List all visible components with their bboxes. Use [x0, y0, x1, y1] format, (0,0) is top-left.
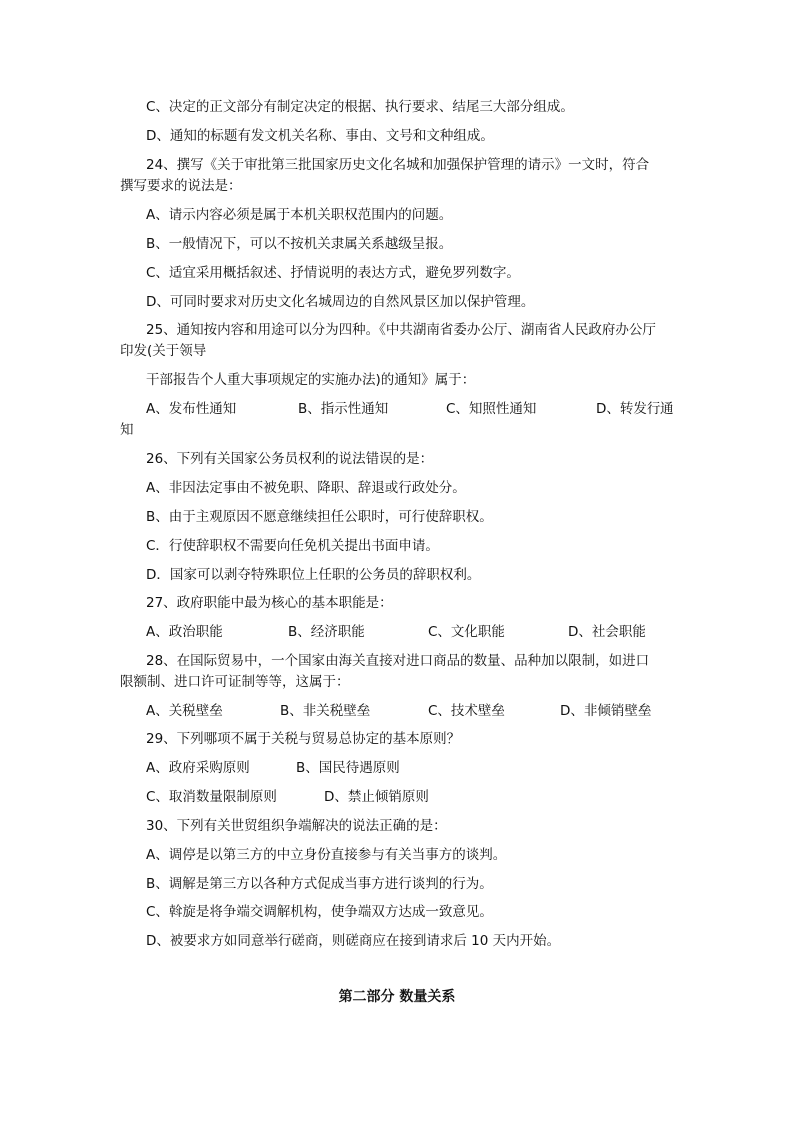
- q25-option-b: B、指示性通知: [298, 401, 389, 417]
- q26-stem: 26、下列有关国家公务员权利的说法错误的是：: [146, 451, 434, 467]
- q26-option-c: C．行使辞职权不需要向任免机关提出书面申请。: [146, 538, 439, 554]
- q28-option-c: C、技术壁垒: [428, 703, 505, 719]
- q29-option-c: C、取消数量限制原则: [146, 789, 277, 805]
- q24-option-b: B、一般情况下，可以不按机关隶属关系越级呈报。: [146, 236, 453, 252]
- q28-option-b: B、非关税壁垒: [280, 703, 371, 719]
- q29-option-b: B、国民待遇原则: [296, 760, 400, 776]
- q26-option-a: A、非因法定事由不被免职、降职、辞退或行政处分。: [146, 480, 466, 496]
- q30-option-a: A、调停是以第三方的中立身份直接参与有关当事方的谈判。: [146, 847, 507, 863]
- q29-option-d: D、禁止倾销原则: [324, 789, 429, 805]
- q28-option-d: D、非倾销壁垒: [560, 703, 652, 719]
- q25-stem: 25、通知按内容和用途可以分为四种。《中共湖南省委办公厅、湖南省人民政府办公厅: [146, 322, 656, 338]
- q30-stem: 30、下列有关世贸组织争端解决的说法正确的是：: [146, 818, 447, 834]
- q25-stem-cont2: 干部报告个人重大事项规定的实施办法)的通知》属于：: [146, 372, 476, 388]
- q27-option-b: B、经济职能: [288, 624, 365, 640]
- q24-option-a: A、请示内容必须是属于本机关职权范围内的问题。: [146, 207, 453, 223]
- q23-option-d: D、通知的标题有发文机关名称、事由、文号和文种组成。: [146, 128, 494, 144]
- q27-option-a: A、政治职能: [146, 624, 223, 640]
- q28-option-a: A、关税壁垒: [146, 703, 223, 719]
- q26-option-b: B、由于主观原因不愿意继续担任公职时，可行使辞职权。: [146, 509, 493, 525]
- q25-option-d-wrap: 通: [660, 401, 674, 417]
- q28-stem-cont: 限额制、进口许可证制等等，这属于：: [120, 674, 350, 690]
- q30-option-d: D、被要求方如同意举行磋商，则磋商应在接到请求后 10 天内开始。: [146, 933, 561, 949]
- q24-stem-cont: 撰写要求的说法是：: [120, 178, 242, 194]
- q26-option-d: D．国家可以剥夺特殊职位上任职的公务员的辞职权利。: [146, 567, 481, 583]
- q27-option-c: C、文化职能: [428, 624, 505, 640]
- q30-option-c: C、斡旋是将争端交调解机构，使争端双方达成一致意见。: [146, 904, 493, 920]
- section-title: 第二部分 数量关系: [338, 989, 456, 1005]
- q24-option-c: C、适宜采用概括叙述、抒情说明的表达方式，避免罗列数字。: [146, 265, 520, 281]
- q25-option-c: C、知照性通知: [446, 401, 537, 417]
- q29-option-a: A、政府采购原则: [146, 760, 250, 776]
- q30-option-b: B、调解是第三方以各种方式促成当事方进行谈判的行为。: [146, 876, 493, 892]
- q25-option-a: A、发布性通知: [146, 401, 237, 417]
- q23-option-c: C、决定的正文部分有制定决定的根据、执行要求、结尾三大部分组成。: [146, 99, 574, 115]
- q29-stem: 29、下列哪项不属于关税与贸易总协定的基本原则？: [146, 731, 461, 747]
- q25-option-d-cont: 知: [120, 422, 134, 438]
- q25-stem-cont: 印发(关于领导: [120, 343, 207, 359]
- q27-stem: 27、政府职能中最为核心的基本职能是：: [146, 595, 393, 611]
- q24-stem: 24、撰写《关于审批第三批国家历史文化名城和加强保护管理的请示》一文时，符合: [146, 157, 650, 173]
- q24-option-d: D、可同时要求对历史文化名城周边的自然风景区加以保护管理。: [146, 294, 535, 310]
- q25-option-d: D、转发行: [596, 401, 661, 417]
- q27-option-d: D、社会职能: [568, 624, 646, 640]
- q28-stem: 28、在国际贸易中，一个国家由海关直接对进口商品的数量、品种加以限制，如进口: [146, 653, 650, 669]
